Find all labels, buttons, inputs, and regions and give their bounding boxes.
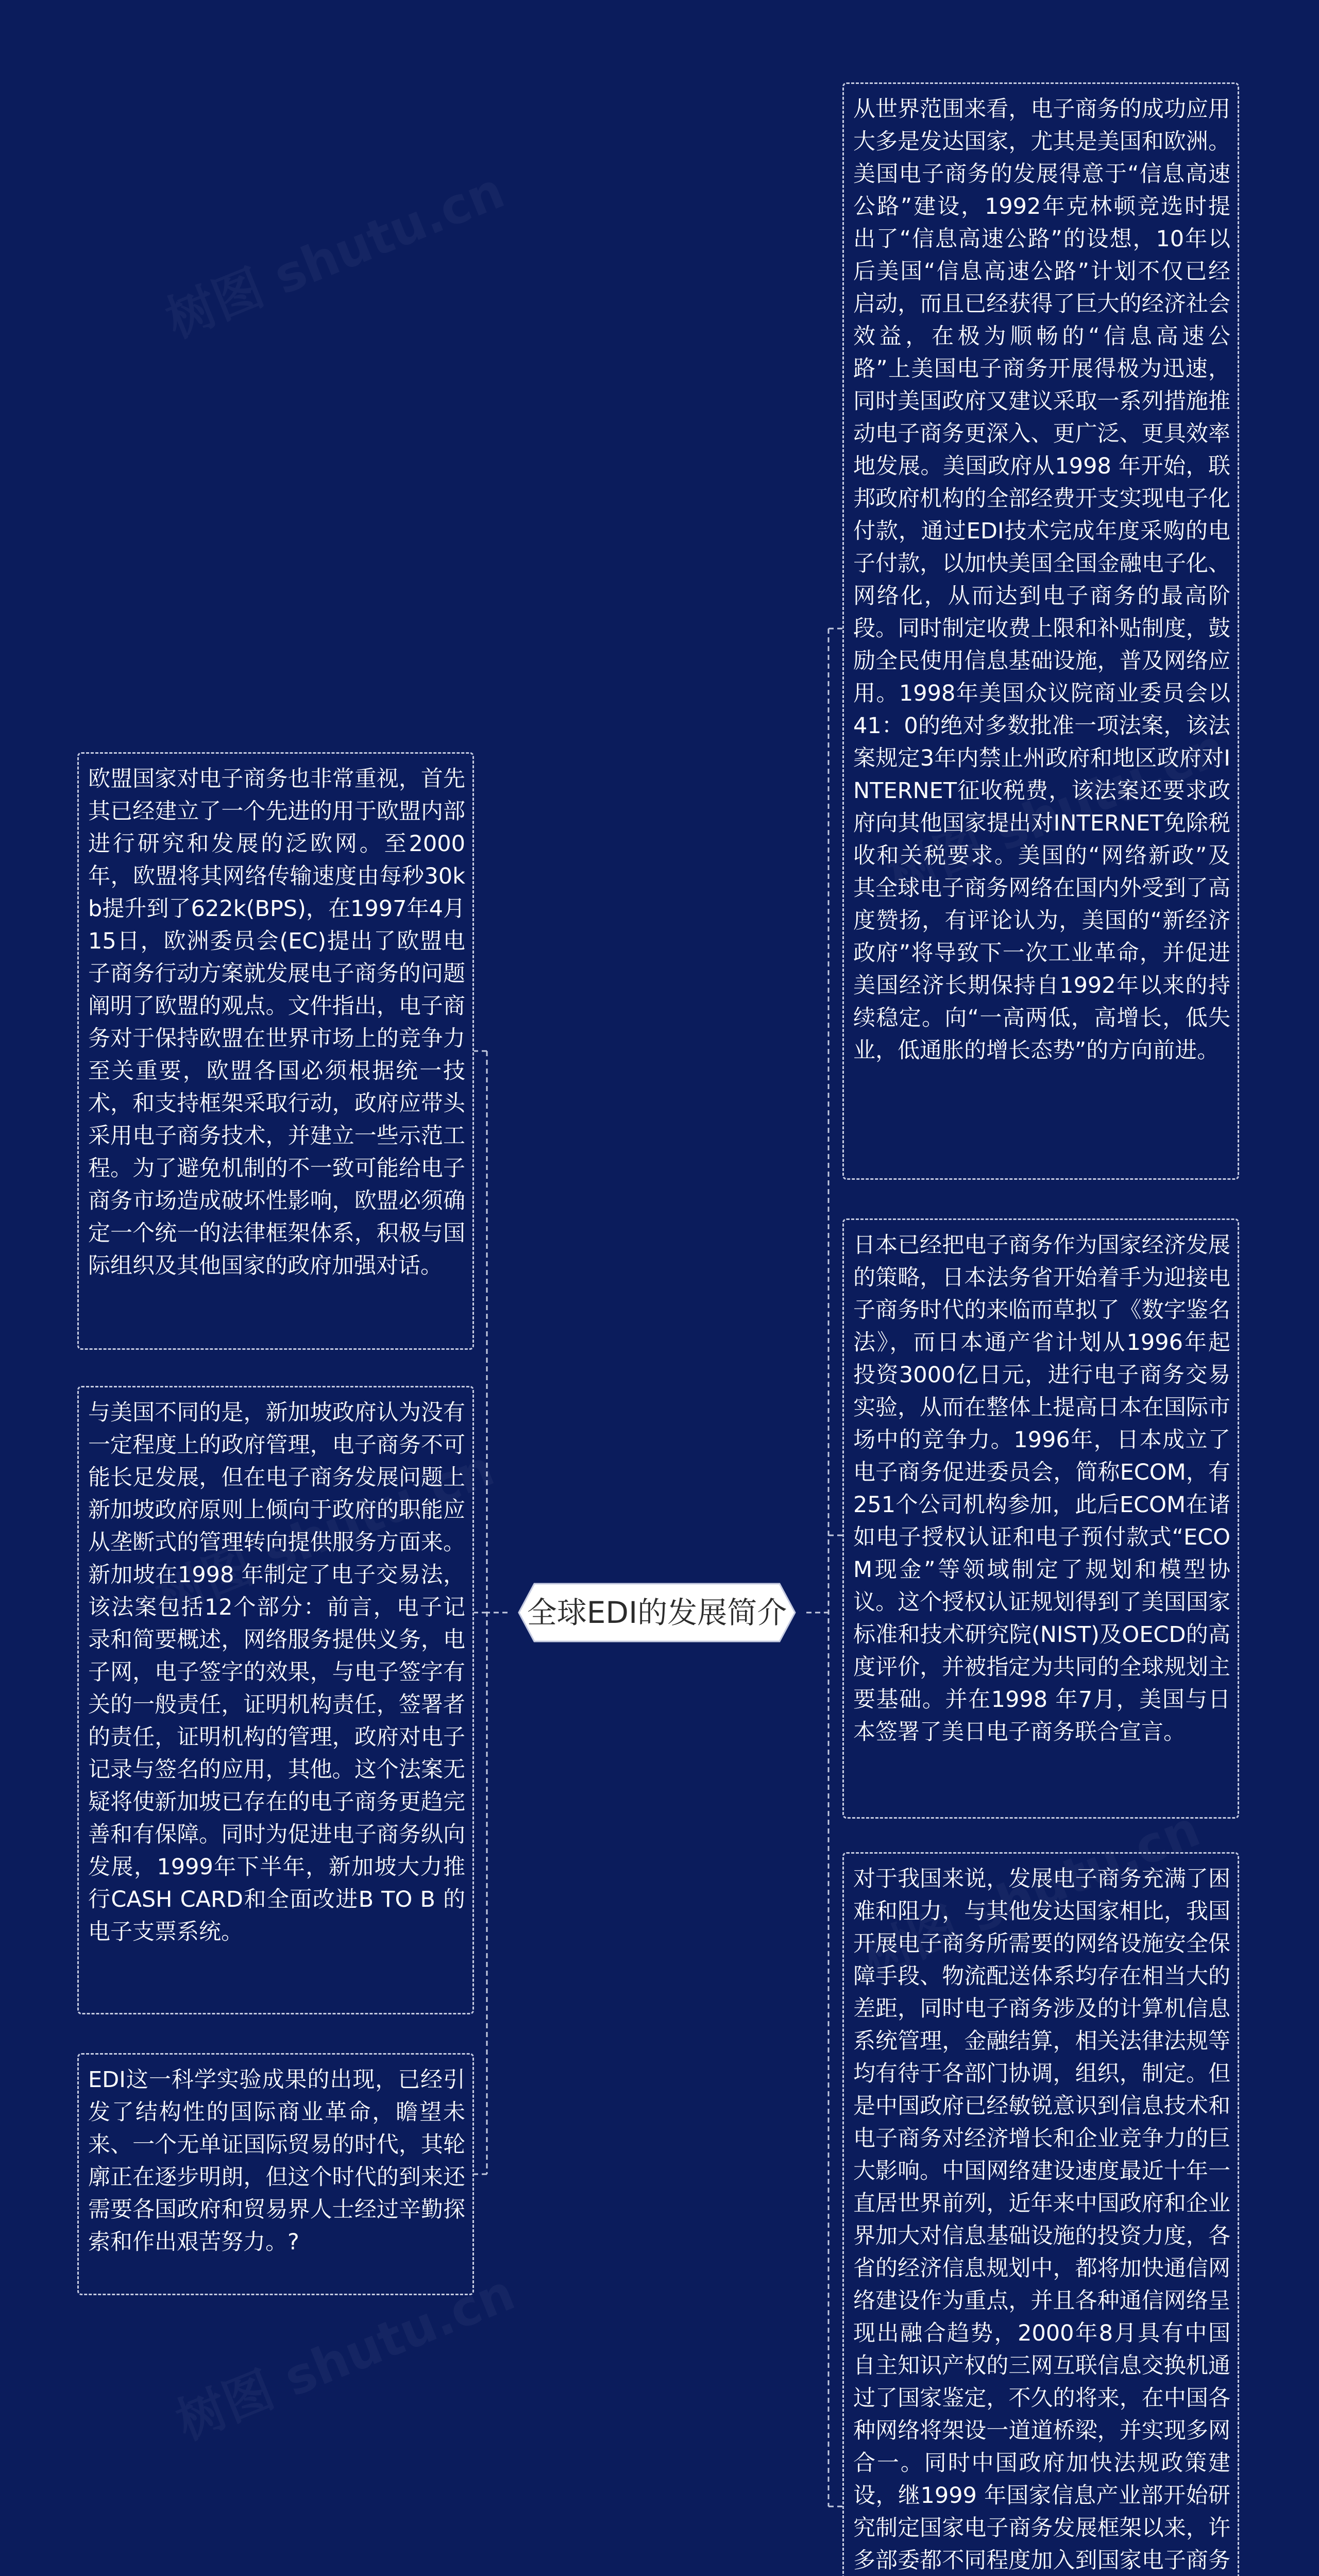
node-usa[interactable]: 从世界范围来看，电子商务的成功应用大多是发达国家，尤其是美国和欧洲。美国电子商务的发展得意于“信息高速公路”建设，1992年克林顿竞选时提出了“信息高速公路”的设想，10年以后美国“信息高速公路”计划不仅已经启动，而且已经获得了巨大的经济社会效益，在极为顺畅的“信息高速公路”上美国电子商务开展得极为迅速，同时美国政府又建议采取一系列措施推动电子商务更深入、更广泛、更具效率地发展。美国政府从1998 年开始，联邦政府机构的全部经费开支实现电子化付款，通过EDI技术完成年度采购的电子付款，以加快美国全国金融电子化、网络化，从而达到电子商务的最高阶段。同时制定收费上限和补贴制度，鼓励全民使用信息基础设施，普及网络应用。1998年美国众议院商业委员会以41：0的绝对多数批准一项法案，该法案规定3年内禁止州政府和地区政府对INTERNET征收税费，该法案还要求政府向其他国家提出对INTERNET免除税收和关税要求。美国的“网络新政”及其全球电子商务网络在国内外受到了高度赞扬，有评论认为，美国的“新经济政府”将导致下一次工业革命，并促进美国经济长期保持自1992年以来的持续稳定。向“一高两低，高增长，低失业，低通胀的增长态势”的方向前进。 [842,82,1239,1180]
node-singapore[interactable]: 与美国不同的是，新加坡政府认为没有一定程度上的政府管理，电子商务不可能长足发展，但在电子商务发展问题上新加坡政府原则上倾向于政府的职能应从垄断式的管理转向提供服务方面来。新加坡在1998 年制定了电子交易法，该法案包括12个部分：前言，电子记录和简要概述，网络服务提供义务，电子网，电子签字的效果，与电子签字有关的一般责任，证明机构责任，签署者的责任，证明机构的管理，政府对电子记录与签名的应用，其他。这个法案无疑将使新加坡已存在的电子商务更趋完善和有保障。同时为促进电子商务纵向发展，1999年下半年，新加坡大力推行CASH CARD和全面改进B TO B 的电子支票系统。 [77,1386,474,2014]
central-topic-label: 全球EDI的发展简介 [527,1595,787,1630]
node-eu[interactable]: 欧盟国家对电子商务也非常重视，首先其已经建立了一个先进的用于欧盟内部进行研究和发展的泛欧网。至2000年，欧盟将其网络传输速度由每秒30kb提升到了622k(BPS)，在1997年4月15日，欧洲委员会(EC)提出了欧盟电子商务行动方案就发展电子商务的问题阐明了欧盟的观点。文件指出，电子商务对于保持欧盟在世界市场上的竞争力至关重要，欧盟各国必须根据统一技术，和支持框架采取行动，政府应带头采用电子商务技术，并建立一些示范工程。为了避免机制的不一致可能给电子商务市场造成破坏性影响，欧盟必须确定一个统一的法律框架体系，积极与国际组织及其他国家的政府加强对话。 [77,752,474,1350]
node-edi-outlook[interactable]: EDI这一科学实验成果的出现，已经引发了结构性的国际商业革命，瞻望未来、一个无单证国际贸易的时代，其轮廓正在逐步明朗，但这个时代的到来还需要各国政府和贸易界人士经过辛勤探索和作出艰苦努力。? [77,2053,474,2295]
node-china[interactable]: 对于我国来说，发展电子商务充满了困难和阻力，与其他发达国家相比，我国开展电子商务所需要的网络设施安全保障手段、物流配送体系均存在相当大的差距，同时电子商务涉及的计算机信息系统管理，金融结算，相关法律法规等均有待于各部门协调，组织，制定。但是中国政府已经敏锐意识到信息技术和电子商务对经济增长和企业竞争力的巨大影响。中国网络建设速度最近十年一直居世界前列，近年来中国政府和企业界加大对信息基础设施的投资力度，各省的经济信息规划中，都将加快通信网络建设作为重点，并且各种通信网络呈现出融合趋势，2000年8月具有中国自主知识产权的三网互联信息交换机通过了国家鉴定，不久的将来，在中国各种网络将架设一道道桥梁，并实现多网合一。同时中国政府加快法规政策建设，继1999 年国家信息产业部开始研究制定国家电子商务发展框架以来，许多部委都不同程度加入到国家电子商务 [842,1852,1239,2576]
central-topic[interactable] [508,1582,806,1643]
node-japan[interactable]: 日本已经把电子商务作为国家经济发展的策略，日本法务省开始着手为迎接电子商务时代的来临而草拟了《数字鉴名法》，而日本通产省计划从1996年起投资3000亿日元，进行电子商务交易实验，从而在整体上提高日本在国际市场中的竞争力。1996年，日本成立了电子商务促进委员会，简称ECOM，有251个公司机构参加，此后ECOM在诸如电子授权认证和电子预付款式“ECOM现金”等领域制定了规划和模型协议。这个授权认证规划得到了美国国家标准和技术研究院(NIST)及OECD的高度评价，并被指定为共同的全球规划主要基础。并在1998 年7月，美国与日本签署了美日电子商务联合宣言。 [842,1218,1239,1819]
